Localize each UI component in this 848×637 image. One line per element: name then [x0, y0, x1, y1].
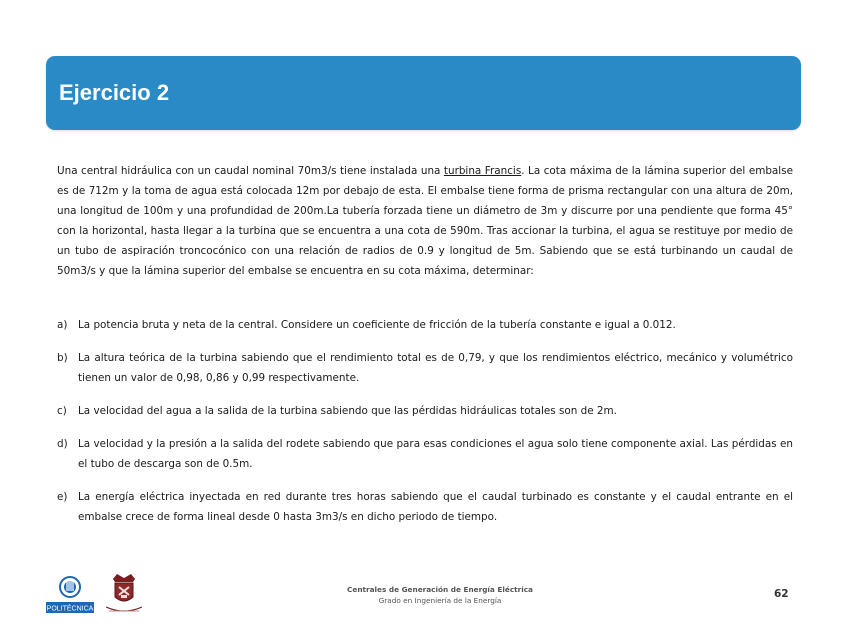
- list-item: [57, 401, 793, 421]
- item-text: La velocidad y la presión a la salida del rodete sabiendo que para esas condiciones el agua solo tiene componente axial. Las pérdidas en el tubo de descarga son de 0.5m.: [78, 438, 793, 470]
- school-crest-logo: [101, 571, 147, 617]
- politecnica-logo: [46, 573, 94, 615]
- page-title: Ejercicio 2: [59, 80, 170, 105]
- intro-text: Una central hidráulica con un caudal nominal 70m3/s tiene instalada una: [57, 165, 444, 177]
- page-number: 62: [774, 588, 789, 600]
- item-label: d): [57, 438, 68, 450]
- course-title: Centrales de Generación de Energía Eléctrica: [347, 585, 533, 594]
- problem-statement: [57, 161, 793, 281]
- course-subtitle: Grado en Ingeniería de la Energía: [378, 596, 502, 605]
- item-label: b): [57, 352, 68, 364]
- intro-text-cont: . La cota máxima de la lámina superior del embalse es de 712m y la toma de agua está colocada 12m por debajo de esta. El embalse tiene forma de prisma rectangular con una altura de 20m, una longitud de 100m y una profundidad de 200m.La tubería forzada tiene un diámetro de 3m y discurre por una pendiente que forma 45° con la horizontal, hasta llegar a la turbina que se encuentra a una cota de 590m. Tras accionar la turbina, el agua se restituye por medio de un tubo de aspiración troncocónico con una relación de radios de 0.9 y longitud de 5m. Sabiendo que se está turbinando un caudal de 50m3/s y que la lámina superior del embalse se encuentra en su cota máxima, determinar:: [57, 165, 793, 277]
- list-item: [57, 348, 793, 388]
- item-text: La energía eléctrica inyectada en red durante tres horas sabiendo que el caudal turbinado es constante y el caudal entrante en el embalse crece de forma lineal desde 0 hasta 3m3/s en dicho periodo de tiempo.: [78, 491, 793, 523]
- item-label: a): [57, 319, 68, 331]
- list-item: [57, 315, 793, 335]
- logo-text: POLITÉCNICA: [46, 605, 94, 613]
- list-item: [57, 434, 793, 474]
- item-label: c): [57, 405, 67, 417]
- item-text: La potencia bruta y neta de la central. Considere un coeficiente de fricción de la tubería constante e igual a 0.012.: [78, 319, 676, 331]
- list-item: [57, 487, 793, 527]
- question-list: [57, 315, 793, 540]
- turbina-francis-link[interactable]: turbina Francis: [443, 165, 522, 177]
- section-banner: [46, 56, 801, 130]
- item-text: La altura teórica de la turbina sabiendo que el rendimiento total es de 0,79, y que los rendimientos eléctrico, mecánico y volumétrico tienen un valor de 0,98, 0,86 y 0,99 respectivamente.: [78, 352, 793, 384]
- item-text: La velocidad del agua a la salida de la turbina sabiendo que las pérdidas hidráulicas totales son de 2m.: [78, 405, 617, 417]
- item-label: e): [57, 491, 68, 503]
- footer-course-info: [300, 584, 580, 606]
